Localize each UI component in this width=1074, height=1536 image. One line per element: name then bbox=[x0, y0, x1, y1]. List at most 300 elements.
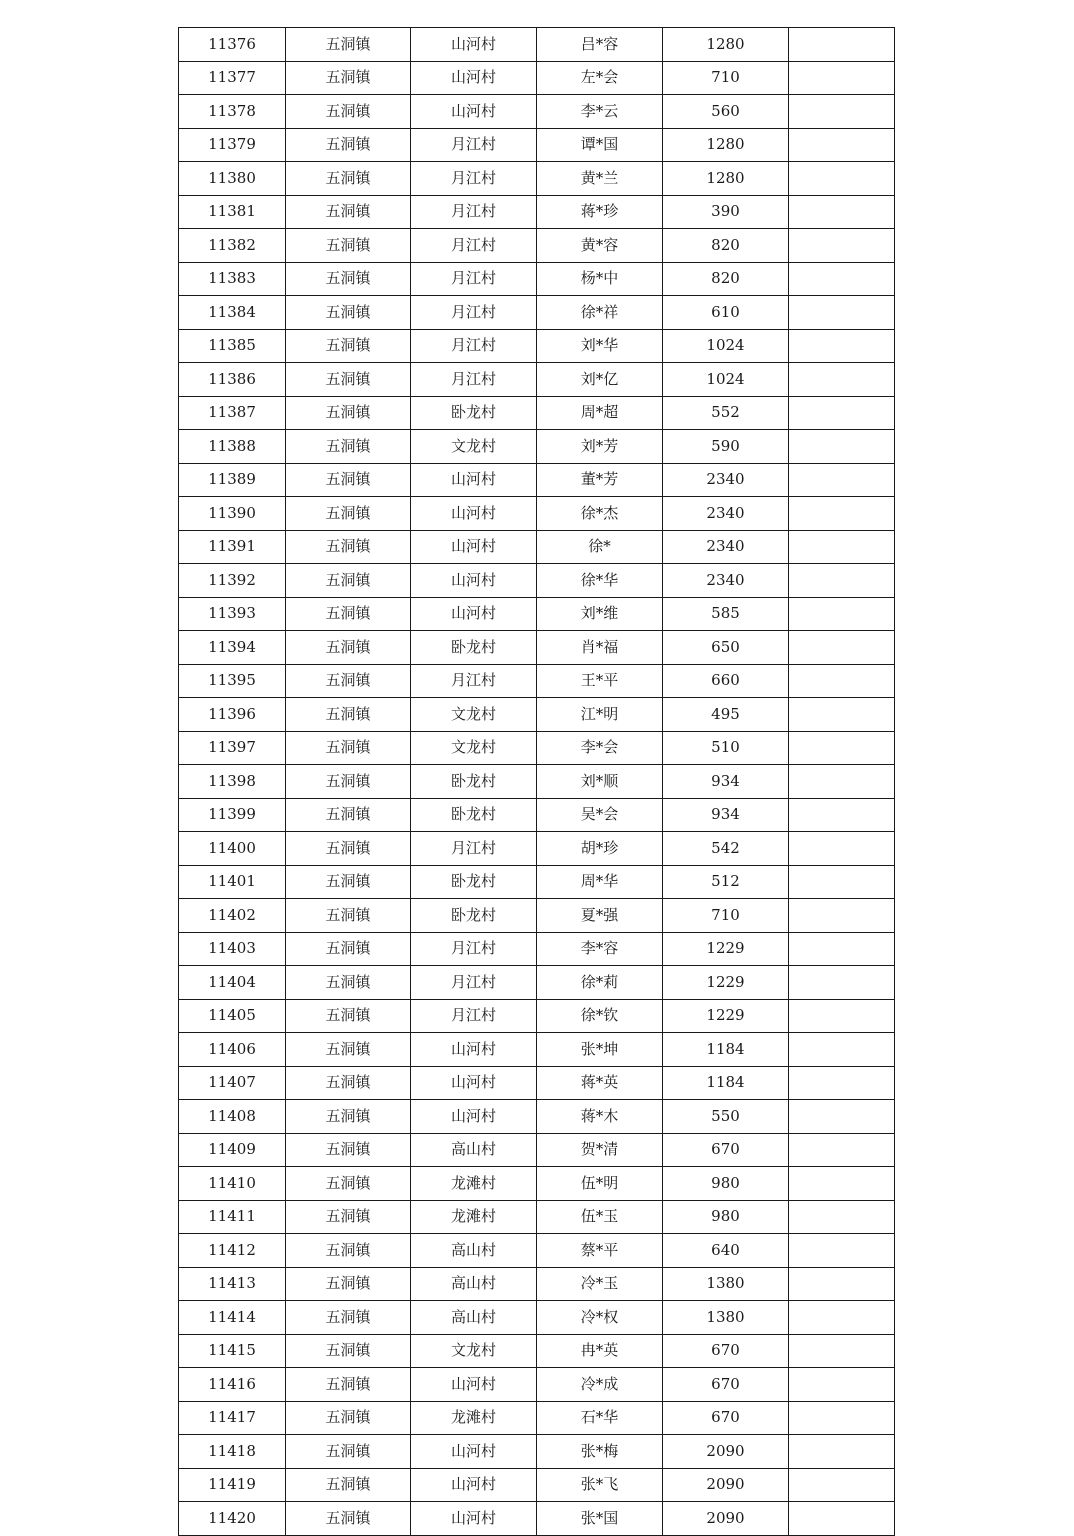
serial-number-cell: 11380 bbox=[179, 162, 286, 196]
name-cell: 冷*成 bbox=[537, 1368, 663, 1402]
town-cell: 五洞镇 bbox=[286, 463, 411, 497]
amount-cell: 585 bbox=[663, 597, 789, 631]
table-row bbox=[179, 1066, 895, 1100]
remark-cell bbox=[789, 95, 895, 129]
remark-cell bbox=[789, 1200, 895, 1234]
amount-cell: 552 bbox=[663, 396, 789, 430]
serial-number-cell: 11415 bbox=[179, 1334, 286, 1368]
town-cell: 五洞镇 bbox=[286, 1200, 411, 1234]
town-cell: 五洞镇 bbox=[286, 262, 411, 296]
serial-number-cell: 11376 bbox=[179, 28, 286, 62]
serial-number-cell: 11388 bbox=[179, 430, 286, 464]
remark-cell bbox=[789, 1334, 895, 1368]
amount-cell: 550 bbox=[663, 1100, 789, 1134]
table-row bbox=[179, 966, 895, 1000]
amount-cell: 980 bbox=[663, 1167, 789, 1201]
amount-cell: 934 bbox=[663, 765, 789, 799]
amount-cell: 640 bbox=[663, 1234, 789, 1268]
name-cell: 冉*英 bbox=[537, 1334, 663, 1368]
amount-cell: 512 bbox=[663, 865, 789, 899]
remark-cell bbox=[789, 1368, 895, 1402]
table-row bbox=[179, 1301, 895, 1335]
remark-cell bbox=[789, 966, 895, 1000]
remark-cell bbox=[789, 932, 895, 966]
name-cell: 刘*维 bbox=[537, 597, 663, 631]
table-row bbox=[179, 899, 895, 933]
amount-cell: 2090 bbox=[663, 1502, 789, 1536]
serial-number-cell: 11397 bbox=[179, 731, 286, 765]
name-cell: 谭*国 bbox=[537, 128, 663, 162]
name-cell: 刘*顺 bbox=[537, 765, 663, 799]
name-cell: 黄*兰 bbox=[537, 162, 663, 196]
name-cell: 石*华 bbox=[537, 1401, 663, 1435]
serial-number-cell: 11385 bbox=[179, 329, 286, 363]
table-row bbox=[179, 698, 895, 732]
village-cell: 山河村 bbox=[411, 497, 537, 531]
amount-cell: 1024 bbox=[663, 363, 789, 397]
serial-number-cell: 11393 bbox=[179, 597, 286, 631]
village-cell: 山河村 bbox=[411, 530, 537, 564]
name-cell: 黄*容 bbox=[537, 229, 663, 263]
village-cell: 山河村 bbox=[411, 1435, 537, 1469]
village-cell: 月江村 bbox=[411, 966, 537, 1000]
village-cell: 山河村 bbox=[411, 1468, 537, 1502]
serial-number-cell: 11390 bbox=[179, 497, 286, 531]
name-cell: 张*梅 bbox=[537, 1435, 663, 1469]
table-row bbox=[179, 128, 895, 162]
village-cell: 龙滩村 bbox=[411, 1167, 537, 1201]
name-cell: 李*容 bbox=[537, 932, 663, 966]
amount-cell: 2340 bbox=[663, 497, 789, 531]
amount-cell: 670 bbox=[663, 1133, 789, 1167]
serial-number-cell: 11412 bbox=[179, 1234, 286, 1268]
village-cell: 文龙村 bbox=[411, 430, 537, 464]
village-cell: 月江村 bbox=[411, 262, 537, 296]
table-row bbox=[179, 731, 895, 765]
village-cell: 山河村 bbox=[411, 1368, 537, 1402]
village-cell: 龙滩村 bbox=[411, 1401, 537, 1435]
amount-cell: 820 bbox=[663, 262, 789, 296]
amount-cell: 2340 bbox=[663, 463, 789, 497]
name-cell: 刘*亿 bbox=[537, 363, 663, 397]
remark-cell bbox=[789, 564, 895, 598]
town-cell: 五洞镇 bbox=[286, 765, 411, 799]
village-cell: 月江村 bbox=[411, 162, 537, 196]
name-cell: 蒋*木 bbox=[537, 1100, 663, 1134]
town-cell: 五洞镇 bbox=[286, 497, 411, 531]
remark-cell bbox=[789, 832, 895, 866]
remark-cell bbox=[789, 1066, 895, 1100]
serial-number-cell: 11408 bbox=[179, 1100, 286, 1134]
remark-cell bbox=[789, 1100, 895, 1134]
town-cell: 五洞镇 bbox=[286, 1401, 411, 1435]
remark-cell bbox=[789, 530, 895, 564]
amount-cell: 390 bbox=[663, 195, 789, 229]
name-cell: 江*明 bbox=[537, 698, 663, 732]
serial-number-cell: 11414 bbox=[179, 1301, 286, 1335]
town-cell: 五洞镇 bbox=[286, 1167, 411, 1201]
name-cell: 肖*福 bbox=[537, 631, 663, 665]
serial-number-cell: 11383 bbox=[179, 262, 286, 296]
table-row bbox=[179, 1234, 895, 1268]
village-cell: 月江村 bbox=[411, 296, 537, 330]
town-cell: 五洞镇 bbox=[286, 329, 411, 363]
table-row bbox=[179, 1200, 895, 1234]
serial-number-cell: 11377 bbox=[179, 61, 286, 95]
town-cell: 五洞镇 bbox=[286, 1066, 411, 1100]
town-cell: 五洞镇 bbox=[286, 631, 411, 665]
town-cell: 五洞镇 bbox=[286, 396, 411, 430]
remark-cell bbox=[789, 1468, 895, 1502]
village-cell: 高山村 bbox=[411, 1133, 537, 1167]
town-cell: 五洞镇 bbox=[286, 195, 411, 229]
name-cell: 张*飞 bbox=[537, 1468, 663, 1502]
serial-number-cell: 11394 bbox=[179, 631, 286, 665]
serial-number-cell: 11381 bbox=[179, 195, 286, 229]
village-cell: 龙滩村 bbox=[411, 1200, 537, 1234]
remark-cell bbox=[789, 664, 895, 698]
serial-number-cell: 11378 bbox=[179, 95, 286, 129]
name-cell: 冷*权 bbox=[537, 1301, 663, 1335]
village-cell: 山河村 bbox=[411, 1066, 537, 1100]
village-cell: 卧龙村 bbox=[411, 765, 537, 799]
name-cell: 徐*钦 bbox=[537, 999, 663, 1033]
village-cell: 卧龙村 bbox=[411, 865, 537, 899]
amount-cell: 1380 bbox=[663, 1301, 789, 1335]
town-cell: 五洞镇 bbox=[286, 1301, 411, 1335]
village-cell: 山河村 bbox=[411, 463, 537, 497]
town-cell: 五洞镇 bbox=[286, 430, 411, 464]
serial-number-cell: 11410 bbox=[179, 1167, 286, 1201]
town-cell: 五洞镇 bbox=[286, 1033, 411, 1067]
town-cell: 五洞镇 bbox=[286, 999, 411, 1033]
table-row bbox=[179, 95, 895, 129]
remark-cell bbox=[789, 229, 895, 263]
table-row bbox=[179, 296, 895, 330]
town-cell: 五洞镇 bbox=[286, 1334, 411, 1368]
remark-cell bbox=[789, 631, 895, 665]
village-cell: 卧龙村 bbox=[411, 899, 537, 933]
remark-cell bbox=[789, 1033, 895, 1067]
town-cell: 五洞镇 bbox=[286, 363, 411, 397]
record-table bbox=[178, 27, 895, 1536]
village-cell: 山河村 bbox=[411, 95, 537, 129]
table-row bbox=[179, 363, 895, 397]
amount-cell: 660 bbox=[663, 664, 789, 698]
name-cell: 徐*祥 bbox=[537, 296, 663, 330]
name-cell: 左*会 bbox=[537, 61, 663, 95]
serial-number-cell: 11391 bbox=[179, 530, 286, 564]
amount-cell: 650 bbox=[663, 631, 789, 665]
amount-cell: 2090 bbox=[663, 1468, 789, 1502]
serial-number-cell: 11417 bbox=[179, 1401, 286, 1435]
table-row bbox=[179, 1133, 895, 1167]
serial-number-cell: 11404 bbox=[179, 966, 286, 1000]
remark-cell bbox=[789, 329, 895, 363]
village-cell: 山河村 bbox=[411, 1502, 537, 1536]
table-row bbox=[179, 229, 895, 263]
town-cell: 五洞镇 bbox=[286, 731, 411, 765]
town-cell: 五洞镇 bbox=[286, 1468, 411, 1502]
village-cell: 山河村 bbox=[411, 564, 537, 598]
remark-cell bbox=[789, 865, 895, 899]
name-cell: 刘*芳 bbox=[537, 430, 663, 464]
village-cell: 高山村 bbox=[411, 1234, 537, 1268]
amount-cell: 542 bbox=[663, 832, 789, 866]
serial-number-cell: 11395 bbox=[179, 664, 286, 698]
name-cell: 周*华 bbox=[537, 865, 663, 899]
amount-cell: 710 bbox=[663, 61, 789, 95]
serial-number-cell: 11387 bbox=[179, 396, 286, 430]
village-cell: 月江村 bbox=[411, 363, 537, 397]
remark-cell bbox=[789, 1133, 895, 1167]
table-row bbox=[179, 530, 895, 564]
table-row bbox=[179, 329, 895, 363]
serial-number-cell: 11399 bbox=[179, 798, 286, 832]
town-cell: 五洞镇 bbox=[286, 966, 411, 1000]
village-cell: 高山村 bbox=[411, 1301, 537, 1335]
remark-cell bbox=[789, 899, 895, 933]
amount-cell: 1280 bbox=[663, 128, 789, 162]
serial-number-cell: 11401 bbox=[179, 865, 286, 899]
village-cell: 月江村 bbox=[411, 128, 537, 162]
town-cell: 五洞镇 bbox=[286, 1100, 411, 1134]
village-cell: 月江村 bbox=[411, 832, 537, 866]
remark-cell bbox=[789, 296, 895, 330]
table-row bbox=[179, 1368, 895, 1402]
town-cell: 五洞镇 bbox=[286, 932, 411, 966]
town-cell: 五洞镇 bbox=[286, 798, 411, 832]
table-row bbox=[179, 597, 895, 631]
serial-number-cell: 11400 bbox=[179, 832, 286, 866]
village-cell: 月江村 bbox=[411, 195, 537, 229]
village-cell: 山河村 bbox=[411, 61, 537, 95]
name-cell: 徐*莉 bbox=[537, 966, 663, 1000]
name-cell: 贺*清 bbox=[537, 1133, 663, 1167]
town-cell: 五洞镇 bbox=[286, 865, 411, 899]
amount-cell: 1024 bbox=[663, 329, 789, 363]
serial-number-cell: 11405 bbox=[179, 999, 286, 1033]
table-row bbox=[179, 932, 895, 966]
serial-number-cell: 11402 bbox=[179, 899, 286, 933]
name-cell: 胡*珍 bbox=[537, 832, 663, 866]
table-row bbox=[179, 1100, 895, 1134]
table-row bbox=[179, 1334, 895, 1368]
amount-cell: 980 bbox=[663, 1200, 789, 1234]
amount-cell: 1184 bbox=[663, 1066, 789, 1100]
record-table-body bbox=[179, 28, 895, 1536]
remark-cell bbox=[789, 1401, 895, 1435]
serial-number-cell: 11413 bbox=[179, 1267, 286, 1301]
remark-cell bbox=[789, 1435, 895, 1469]
remark-cell bbox=[789, 999, 895, 1033]
village-cell: 山河村 bbox=[411, 597, 537, 631]
village-cell: 卧龙村 bbox=[411, 798, 537, 832]
table-row bbox=[179, 396, 895, 430]
village-cell: 文龙村 bbox=[411, 698, 537, 732]
serial-number-cell: 11406 bbox=[179, 1033, 286, 1067]
serial-number-cell: 11389 bbox=[179, 463, 286, 497]
table-row bbox=[179, 1167, 895, 1201]
table-row bbox=[179, 28, 895, 62]
table-row bbox=[179, 162, 895, 196]
amount-cell: 1380 bbox=[663, 1267, 789, 1301]
name-cell: 张*坤 bbox=[537, 1033, 663, 1067]
remark-cell bbox=[789, 1167, 895, 1201]
amount-cell: 1184 bbox=[663, 1033, 789, 1067]
remark-cell bbox=[789, 1502, 895, 1536]
amount-cell: 1229 bbox=[663, 932, 789, 966]
remark-cell bbox=[789, 765, 895, 799]
name-cell: 吴*会 bbox=[537, 798, 663, 832]
remark-cell bbox=[789, 363, 895, 397]
amount-cell: 2340 bbox=[663, 530, 789, 564]
serial-number-cell: 11403 bbox=[179, 932, 286, 966]
name-cell: 徐* bbox=[537, 530, 663, 564]
village-cell: 山河村 bbox=[411, 28, 537, 62]
town-cell: 五洞镇 bbox=[286, 1435, 411, 1469]
serial-number-cell: 11379 bbox=[179, 128, 286, 162]
table-row bbox=[179, 1435, 895, 1469]
serial-number-cell: 11416 bbox=[179, 1368, 286, 1402]
village-cell: 月江村 bbox=[411, 999, 537, 1033]
town-cell: 五洞镇 bbox=[286, 899, 411, 933]
town-cell: 五洞镇 bbox=[286, 1502, 411, 1536]
village-cell: 高山村 bbox=[411, 1267, 537, 1301]
table-row bbox=[179, 664, 895, 698]
town-cell: 五洞镇 bbox=[286, 296, 411, 330]
village-cell: 月江村 bbox=[411, 329, 537, 363]
town-cell: 五洞镇 bbox=[286, 698, 411, 732]
serial-number-cell: 11418 bbox=[179, 1435, 286, 1469]
remark-cell bbox=[789, 1234, 895, 1268]
table-row bbox=[179, 195, 895, 229]
remark-cell bbox=[789, 162, 895, 196]
amount-cell: 495 bbox=[663, 698, 789, 732]
remark-cell bbox=[789, 798, 895, 832]
table-row bbox=[179, 832, 895, 866]
serial-number-cell: 11398 bbox=[179, 765, 286, 799]
town-cell: 五洞镇 bbox=[286, 1234, 411, 1268]
table-row bbox=[179, 497, 895, 531]
village-cell: 月江村 bbox=[411, 932, 537, 966]
table-row bbox=[179, 262, 895, 296]
serial-number-cell: 11409 bbox=[179, 1133, 286, 1167]
amount-cell: 670 bbox=[663, 1401, 789, 1435]
village-cell: 卧龙村 bbox=[411, 631, 537, 665]
village-cell: 卧龙村 bbox=[411, 396, 537, 430]
remark-cell bbox=[789, 128, 895, 162]
village-cell: 文龙村 bbox=[411, 731, 537, 765]
village-cell: 月江村 bbox=[411, 664, 537, 698]
remark-cell bbox=[789, 28, 895, 62]
table-row bbox=[179, 999, 895, 1033]
name-cell: 董*芳 bbox=[537, 463, 663, 497]
village-cell: 山河村 bbox=[411, 1100, 537, 1134]
remark-cell bbox=[789, 463, 895, 497]
town-cell: 五洞镇 bbox=[286, 1133, 411, 1167]
village-cell: 山河村 bbox=[411, 1033, 537, 1067]
town-cell: 五洞镇 bbox=[286, 229, 411, 263]
town-cell: 五洞镇 bbox=[286, 128, 411, 162]
remark-cell bbox=[789, 262, 895, 296]
name-cell: 蒋*英 bbox=[537, 1066, 663, 1100]
town-cell: 五洞镇 bbox=[286, 597, 411, 631]
remark-cell bbox=[789, 597, 895, 631]
name-cell: 李*会 bbox=[537, 731, 663, 765]
remark-cell bbox=[789, 61, 895, 95]
town-cell: 五洞镇 bbox=[286, 95, 411, 129]
table-row bbox=[179, 765, 895, 799]
remark-cell bbox=[789, 497, 895, 531]
town-cell: 五洞镇 bbox=[286, 564, 411, 598]
remark-cell bbox=[789, 1301, 895, 1335]
remark-cell bbox=[789, 698, 895, 732]
table-row bbox=[179, 1401, 895, 1435]
name-cell: 张*国 bbox=[537, 1502, 663, 1536]
name-cell: 吕*容 bbox=[537, 28, 663, 62]
amount-cell: 670 bbox=[663, 1368, 789, 1402]
town-cell: 五洞镇 bbox=[286, 664, 411, 698]
name-cell: 刘*华 bbox=[537, 329, 663, 363]
table-row bbox=[179, 564, 895, 598]
town-cell: 五洞镇 bbox=[286, 832, 411, 866]
table-row bbox=[179, 61, 895, 95]
name-cell: 李*云 bbox=[537, 95, 663, 129]
name-cell: 冷*玉 bbox=[537, 1267, 663, 1301]
amount-cell: 610 bbox=[663, 296, 789, 330]
serial-number-cell: 11384 bbox=[179, 296, 286, 330]
name-cell: 蔡*平 bbox=[537, 1234, 663, 1268]
amount-cell: 820 bbox=[663, 229, 789, 263]
name-cell: 伍*玉 bbox=[537, 1200, 663, 1234]
table-row bbox=[179, 1502, 895, 1536]
table-row bbox=[179, 1033, 895, 1067]
serial-number-cell: 11419 bbox=[179, 1468, 286, 1502]
amount-cell: 1229 bbox=[663, 999, 789, 1033]
name-cell: 徐*杰 bbox=[537, 497, 663, 531]
name-cell: 夏*强 bbox=[537, 899, 663, 933]
amount-cell: 1280 bbox=[663, 162, 789, 196]
name-cell: 王*平 bbox=[537, 664, 663, 698]
amount-cell: 934 bbox=[663, 798, 789, 832]
serial-number-cell: 11411 bbox=[179, 1200, 286, 1234]
table-row bbox=[179, 798, 895, 832]
town-cell: 五洞镇 bbox=[286, 28, 411, 62]
amount-cell: 560 bbox=[663, 95, 789, 129]
serial-number-cell: 11382 bbox=[179, 229, 286, 263]
name-cell: 周*超 bbox=[537, 396, 663, 430]
town-cell: 五洞镇 bbox=[286, 530, 411, 564]
town-cell: 五洞镇 bbox=[286, 1267, 411, 1301]
serial-number-cell: 11386 bbox=[179, 363, 286, 397]
name-cell: 蒋*珍 bbox=[537, 195, 663, 229]
table-row bbox=[179, 430, 895, 464]
serial-number-cell: 11407 bbox=[179, 1066, 286, 1100]
serial-number-cell: 11396 bbox=[179, 698, 286, 732]
table-row bbox=[179, 865, 895, 899]
amount-cell: 710 bbox=[663, 899, 789, 933]
name-cell: 徐*华 bbox=[537, 564, 663, 598]
village-cell: 月江村 bbox=[411, 229, 537, 263]
remark-cell bbox=[789, 195, 895, 229]
remark-cell bbox=[789, 396, 895, 430]
serial-number-cell: 11420 bbox=[179, 1502, 286, 1536]
town-cell: 五洞镇 bbox=[286, 1368, 411, 1402]
name-cell: 杨*中 bbox=[537, 262, 663, 296]
table-row bbox=[179, 1267, 895, 1301]
serial-number-cell: 11392 bbox=[179, 564, 286, 598]
